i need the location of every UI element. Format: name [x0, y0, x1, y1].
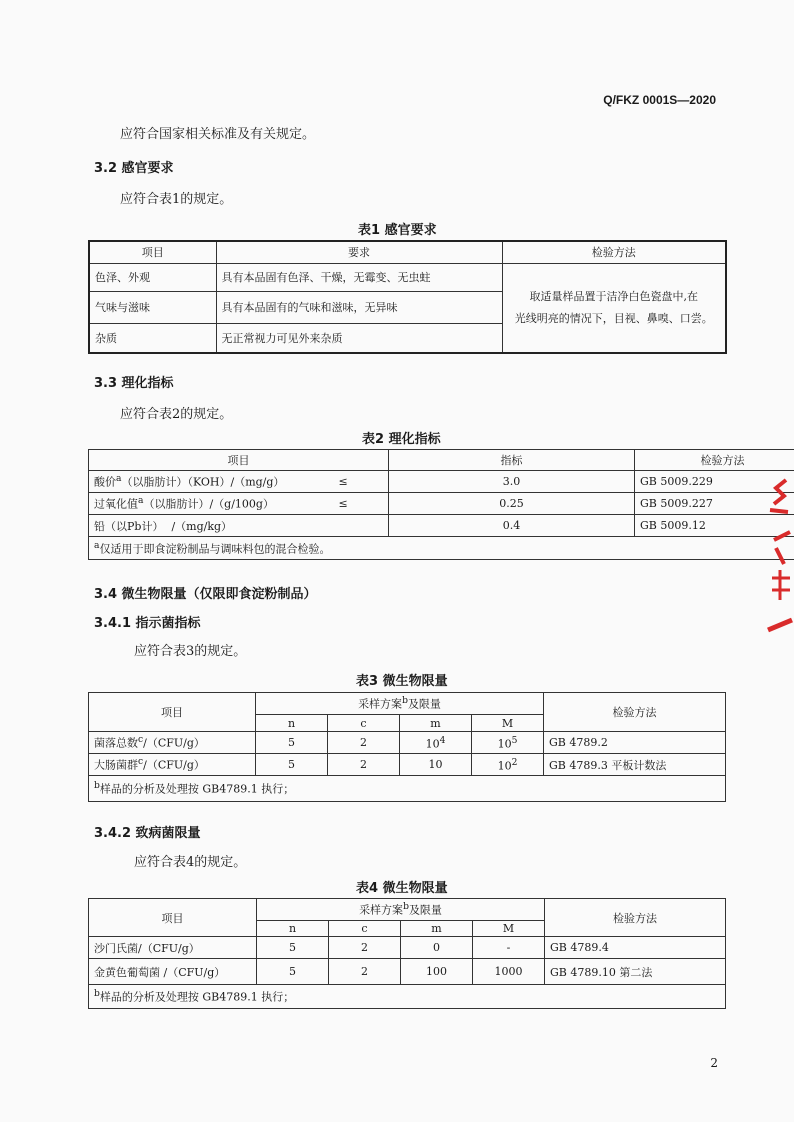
section-3-4-1-heading: 3.4.1 指示菌指标 [94, 616, 201, 631]
section-3-2-heading: 3.2 感官要求 [94, 161, 174, 176]
table-cell: 色泽、外观 [89, 263, 216, 291]
table-cell: 沙门氏菌/（CFU/g） [89, 937, 257, 959]
table-cell-method: GB 5009.229 [635, 471, 794, 493]
table-cell-method: GB 5009.12 [635, 515, 794, 537]
col-header-method: 检验方法 [502, 241, 726, 263]
table-footnote-row [89, 985, 726, 1009]
table-row [89, 732, 726, 754]
table-cell-operator: ≤ [334, 493, 389, 515]
table-cell-n: 5 [256, 732, 328, 754]
table1-caption: 表1 感官要求 [358, 223, 437, 238]
table-cell: 过氧化值$^a$（以脂肪计）/（g/100g） [89, 493, 334, 515]
table-cell-method: GB 4789.4 [545, 937, 726, 959]
table-header-row [89, 899, 726, 921]
table-row [89, 493, 794, 515]
section-3-4-1-paragraph: 应符合表3的规定。 [134, 644, 247, 659]
table-cell-method: GB 5009.227 [635, 493, 794, 515]
table-cell-c: 2 [328, 732, 400, 754]
table3-caption: 表3 微生物限量 [356, 674, 448, 689]
table-footnote-row [89, 537, 794, 560]
table-row [89, 471, 794, 493]
table-cell-c: 2 [329, 937, 401, 959]
col-header-n: n [256, 715, 328, 732]
section-3-2-paragraph: 应符合表1的规定。 [120, 192, 233, 207]
col-header-n: n [257, 921, 329, 937]
table-cell-c: 2 [329, 959, 401, 985]
table-cell-m: $10^4$ [400, 732, 472, 754]
table-cell-M: $10^2$ [472, 754, 544, 776]
section-3-3-paragraph: 应符合表2的规定。 [120, 407, 233, 422]
col-header-m: m [400, 715, 472, 732]
table4-pathogen [88, 898, 726, 1009]
method-cell [502, 263, 726, 353]
col-header-item: 项目 [89, 693, 256, 732]
col-header-sampling-plan: 采样方案$^b$及限量 [257, 899, 545, 921]
table2-caption: 表2 理化指标 [362, 432, 441, 447]
table-header-row [89, 693, 726, 715]
col-header-sampling-plan: 采样方案$^b$及限量 [256, 693, 544, 715]
table-cell: 铅（以Pb计） /（mg/kg） [89, 515, 334, 537]
col-header-c: c [329, 921, 401, 937]
table-cell-m: 10 [400, 754, 472, 776]
table-row [89, 515, 794, 537]
col-header-m: m [401, 921, 473, 937]
table-cell-n: 5 [257, 937, 329, 959]
table-cell: 具有本品固有的气味和滋味，无异味 [216, 291, 502, 323]
table3-microbial [88, 692, 726, 802]
table-cell-n: 5 [256, 754, 328, 776]
table1-sensory [88, 240, 727, 354]
table-row [89, 937, 726, 959]
intro-paragraph: 应符合国家相关标准及有关规定。 [120, 127, 316, 142]
table-cell-method: GB 4789.10 第二法 [545, 959, 726, 985]
standard-number: Q/FKZ 0001S—2020 [603, 93, 716, 107]
table-header-row [89, 241, 726, 263]
table-footnote: $^b$样品的分析及处理按 GB4789.1 执行； [89, 776, 726, 802]
table-cell-operator [334, 515, 389, 537]
table-cell-c: 2 [328, 754, 400, 776]
col-header-item: 项目 [89, 241, 216, 263]
table-cell: 无正常视力可见外来杂质 [216, 323, 502, 353]
table-cell: 具有本品固有色泽、干燥，无霉变、无虫蛀 [216, 263, 502, 291]
col-header-index: 指标 [389, 450, 635, 471]
table-cell-m: 0 [401, 937, 473, 959]
table-row [89, 754, 726, 776]
section-3-3-heading: 3.3 理化指标 [94, 376, 174, 391]
table-cell: 气味与滋味 [89, 291, 216, 323]
col-header-method: 检验方法 [545, 899, 726, 937]
method-line-2: 光线明亮的情况下，目视、鼻嗅、口尝。 [514, 311, 713, 325]
col-header-method: 检验方法 [635, 450, 794, 471]
table-cell: 杂质 [89, 323, 216, 353]
table-row [89, 263, 726, 291]
table-header-row [89, 450, 794, 471]
col-header-requirement: 要求 [216, 241, 502, 263]
table-cell-n: 5 [257, 959, 329, 985]
table-footnote-row [89, 776, 726, 802]
table2-physchem [88, 449, 794, 560]
table-cell: 菌落总数$^c$/（CFU/g） [89, 732, 256, 754]
page-number: 2 [710, 1056, 718, 1070]
section-3-4-2-paragraph: 应符合表4的规定。 [134, 855, 247, 870]
table-cell-m: 100 [401, 959, 473, 985]
col-header-item: 项目 [89, 450, 389, 471]
col-header-c: c [328, 715, 400, 732]
col-header-M: M [472, 715, 544, 732]
table-cell-method: GB 4789.2 [544, 732, 726, 754]
table-cell-operator: ≤ [334, 471, 389, 493]
table-row [89, 959, 726, 985]
table-footnote: $^b$样品的分析及处理按 GB4789.1 执行； [89, 985, 726, 1009]
table-cell: 金黄色葡萄菌 /（CFU/g） [89, 959, 257, 985]
table-cell-method: GB 4789.3 平板计数法 [544, 754, 726, 776]
table-cell-value: 0.25 [389, 493, 635, 515]
table-cell: 酸价$^a$（以脂肪计）（KOH）/（mg/g） [89, 471, 334, 493]
method-line-1: 取适量样品置于洁净白色瓷盘中,在 [529, 289, 698, 303]
section-3-4-2-heading: 3.4.2 致病菌限量 [94, 826, 201, 841]
table-cell: 大肠菌群$^c$/（CFU/g） [89, 754, 256, 776]
section-3-4-heading: 3.4 微生物限量（仅限即食淀粉制品） [94, 587, 317, 602]
col-header-method: 检验方法 [544, 693, 726, 732]
table-cell-M: 1000 [473, 959, 545, 985]
col-header-M: M [473, 921, 545, 937]
table-cell-M: $10^5$ [472, 732, 544, 754]
table-cell-value: 0.4 [389, 515, 635, 537]
col-header-item: 项目 [89, 899, 257, 937]
table-cell-value: 3.0 [389, 471, 635, 493]
table-cell-M: - [473, 937, 545, 959]
table-footnote: $^a$仅适用于即食淀粉制品与调味料包的混合检验。 [89, 537, 794, 560]
seal-stamp-fragment [762, 470, 794, 650]
table4-caption: 表4 微生物限量 [356, 881, 448, 896]
